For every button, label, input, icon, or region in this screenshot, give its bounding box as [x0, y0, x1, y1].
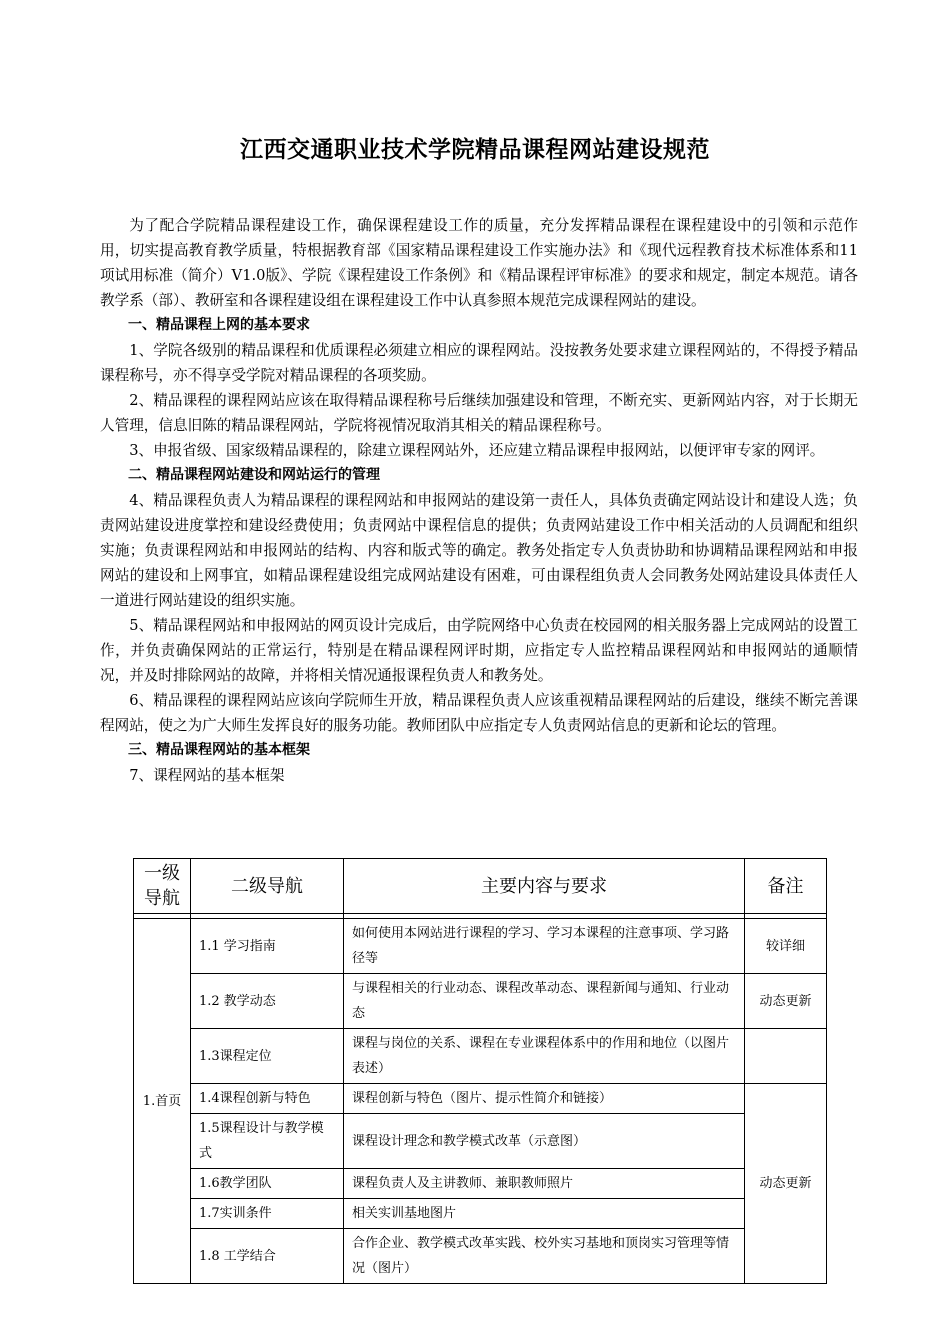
paragraph-2: 2、精品课程的课程网站应该在取得精品课程称号后继续加强建设和管理，不断充实、更新网站内容，对于长期无人管理，信息旧陈的精品课程网站，学院将视情况取消其相关的精品课程称号。 [100, 392, 858, 434]
section-heading-2: 二、精品课程网站建设和网站运行的管理 [128, 467, 380, 483]
document-body [100, 213, 858, 788]
header-note: 备注 [745, 859, 827, 914]
paragraph-6: 6、精品课程的课程网站应该向学院师生开放，精品课程负责人应该重视精品课程网站的后建设，继续不断完善课程网站，使之为广大师生发挥良好的服务功能。教师团队中应指定专人负责网站信息的更新和论坛的管理。 [100, 692, 858, 734]
table-row [134, 1229, 827, 1284]
paragraph-5: 5、精品课程网站和申报网站的网页设计完成后，由学院网络中心负责在校园网的相关服务器上完成网站的设置工作，并负责确保网站的正常运行，特别是在精品课程网评时期，应指定专人监控精品课程网站和申报网站的通顺情况，并及时排除网站的故障，并将相关情况通报课程负责人和教务处。 [100, 617, 858, 684]
content-cell: 相关实训基地图片 [344, 1199, 745, 1229]
framework-table [133, 858, 827, 1284]
nav-cell: 1.3课程定位 [191, 1029, 344, 1084]
table-row [134, 1169, 827, 1199]
note-cell: 动态更新 [745, 974, 827, 1029]
table-row [134, 919, 827, 974]
nav-cell: 1.2 教学动态 [191, 974, 344, 1029]
nav-cell: 1.8 工学结合 [191, 1229, 344, 1284]
nav-cell: 1.7实训条件 [191, 1199, 344, 1229]
section-heading-1: 一、精品课程上网的基本要求 [128, 317, 310, 333]
content-cell: 课程设计理念和教学模式改革（示意图） [344, 1114, 745, 1169]
table-row [134, 1029, 827, 1084]
header-level1: 一级导航 [134, 859, 191, 914]
table-row [134, 1084, 827, 1114]
nav-cell: 1.1 学习指南 [191, 919, 344, 974]
level1-cell: 1.首页 [134, 919, 191, 1284]
header-level2: 二级导航 [191, 859, 344, 914]
content-cell: 课程负责人及主讲教师、兼职教师照片 [344, 1169, 745, 1199]
table-row [134, 1114, 827, 1169]
nav-cell: 1.5课程设计与教学模式 [191, 1114, 344, 1169]
paragraph-3: 3、申报省级、国家级精品课程的，除建立课程网站外，还应建立精品课程申报网站，以便评审专家的网评。 [129, 442, 825, 459]
section-heading-3: 三、精品课程网站的基本框架 [128, 742, 310, 758]
nav-cell: 1.6教学团队 [191, 1169, 344, 1199]
content-cell: 课程创新与特色（图片、提示性简介和链接） [344, 1084, 745, 1114]
intro-paragraph: 为了配合学院精品课程建设工作，确保课程建设工作的质量，充分发挥精品课程在课程建设中的引领和示范作用，切实提高教育教学质量，特根据教育部《国家精品课程建设工作实施办法》和《现代远程教育技术标准体系和11项试用标准（简介）V1.0版》、学院《课程建设工作条例》和《精品课程评审标准》的要求和规定，制定本规范。请各教学系（部）、教研室和各课程建设组在课程建设工作中认真参照本规范完成课程网站的建设。 [100, 217, 858, 309]
content-cell: 合作企业、教学模式改革实践、校外实习基地和顶岗实习管理等情况（图片） [344, 1229, 745, 1284]
paragraph-7: 7、课程网站的基本框架 [129, 767, 285, 784]
document-title: 江西交通职业技术学院精品课程网站建设规范 [240, 137, 710, 163]
paragraph-4: 4、精品课程负责人为精品课程的课程网站和申报网站的建设第一责任人，具体负责确定网站设计和建设人选；负责网站建设进度掌控和建设经费使用；负责网站中课程信息的提供；负责网站建设工作中相关活动的人员调配和组织实施；负责课程网站和申报网站的结构、内容和版式等的确定。教务处指定专人负责协助和协调精品课程网站和申报网站的建设和上网事宜，如精品课程建设组完成网站建设有困难，可由课程组负责人会同教务处网站建设具体责任人一道进行网站建设的组织实施。 [100, 492, 858, 609]
content-cell: 与课程相关的行业动态、课程改革动态、课程新闻与通知、行业动态 [344, 974, 745, 1029]
header-content: 主要内容与要求 [344, 859, 745, 914]
paragraph-1: 1、学院各级别的精品课程和优质课程必须建立相应的课程网站。没按教务处要求建立课程网站的，不得授予精品课程称号，亦不得享受学院对精品课程的各项奖励。 [100, 342, 858, 384]
content-cell: 课程与岗位的关系、课程在专业课程体系中的作用和地位（以图片表述） [344, 1029, 745, 1084]
nav-cell: 1.4课程创新与特色 [191, 1084, 344, 1114]
note-cell: 较详细 [745, 919, 827, 974]
table-row [134, 974, 827, 1029]
table-header-row [134, 859, 827, 914]
table-row [134, 1199, 827, 1229]
merged-note-cell: 动态更新 [745, 1084, 827, 1284]
content-cell: 如何使用本网站进行课程的学习、学习本课程的注意事项、学习路径等 [344, 919, 745, 974]
note-cell [745, 1029, 827, 1084]
